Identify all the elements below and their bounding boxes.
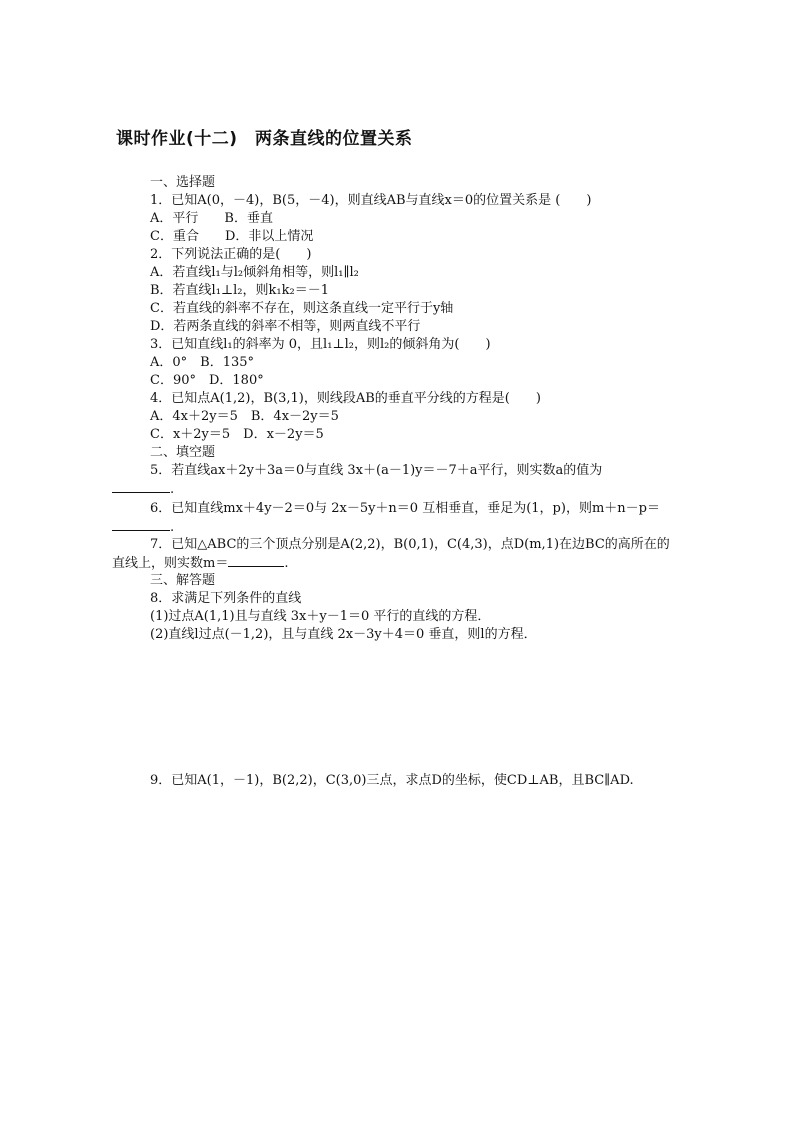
question-4-options-ab: A．4x＋2y＝5 B．4x－2y＝5	[150, 409, 339, 424]
question-3-options-ab: A．0° B．135°	[150, 355, 255, 370]
section-heading-solve: 三、解答题	[150, 573, 216, 588]
page-title: 课时作业(十二) 两条直线的位置关系	[116, 129, 413, 149]
question-5-line1: 5．若直线ax＋2y＋3a＝0与直线 3x＋(a－1)y＝－7＋a平行，则实数a的值为	[150, 463, 603, 478]
question-1-options-ab: A．平行 B．垂直	[150, 211, 273, 226]
answer-blank	[228, 554, 284, 567]
question-7-period: .	[284, 556, 289, 571]
question-2-option-c: C．若直线的斜率不存在，则这条直线一定平行于y轴	[150, 301, 454, 316]
section-heading-fill: 二、填空题	[150, 445, 216, 460]
question-2-option-a: A．若直线l₁与l₂倾斜角相等，则l₁∥l₂	[150, 265, 359, 280]
question-2-option-d: D．若两条直线的斜率不相等，则两直线不平行	[150, 319, 421, 334]
question-3-options-cd: C．90° D．180°	[150, 373, 264, 388]
question-7-line1: 7．已知△ABC的三个顶点分别是A(2,2)，B(0,1)，C(4,3)，点D(m,1)在边BC的高所在的	[150, 537, 670, 552]
question-9-stem: 9．已知A(1，－1)，B(2,2)，C(3,0)三点，求点D的坐标，使CD⊥AB，且BC∥AD.	[150, 773, 634, 788]
question-8-stem: 8．求满足下列条件的直线	[150, 591, 302, 606]
question-5-line2	[112, 480, 174, 499]
question-4-stem: 4．已知点A(1,2)，B(3,1)，则线段AB的垂直平分线的方程是( )	[150, 391, 541, 406]
question-8-part-1: (1)过点A(1,1)且与直线 3x＋y－1＝0 平行的直线的方程．	[150, 609, 491, 624]
question-5-period: .	[170, 482, 175, 497]
question-2-option-b: B．若直线l₁⊥l₂，则k₁k₂＝－1	[150, 283, 329, 298]
answer-blank	[112, 518, 170, 531]
question-6-period: .	[170, 520, 175, 535]
question-6-line2	[112, 518, 174, 537]
question-2-stem: 2．下列说法正确的是( )	[150, 247, 312, 262]
question-3-stem: 3．已知直线l₁的斜率为 0，且l₁⊥l₂，则l₂的倾斜角为( )	[150, 337, 491, 352]
question-1-stem: 1．已知A(0，－4)，B(5，－4)，则直线AB与直线x＝0的位置关系是 ( )	[150, 193, 592, 208]
answer-blank	[112, 480, 170, 493]
question-8-part-2: (2)直线l过点(－1,2)，且与直线 2x－3y＋4＝0 垂直，则l的方程．	[150, 627, 537, 642]
question-7-line2-text: 直线上，则实数m＝	[112, 556, 229, 571]
question-1-options-cd: C．重合 D．非以上情况	[150, 229, 314, 244]
question-6-line1: 6．已知直线mx＋4y－2＝0与 2x－5y＋n＝0 互相垂直，垂足为(1，p)，则m＋n－p＝	[150, 501, 660, 516]
section-heading-choice: 一、选择题	[150, 175, 216, 190]
question-7-line2	[112, 554, 288, 573]
question-4-options-cd: C．x＋2y＝5 D．x－2y＝5	[150, 427, 324, 442]
